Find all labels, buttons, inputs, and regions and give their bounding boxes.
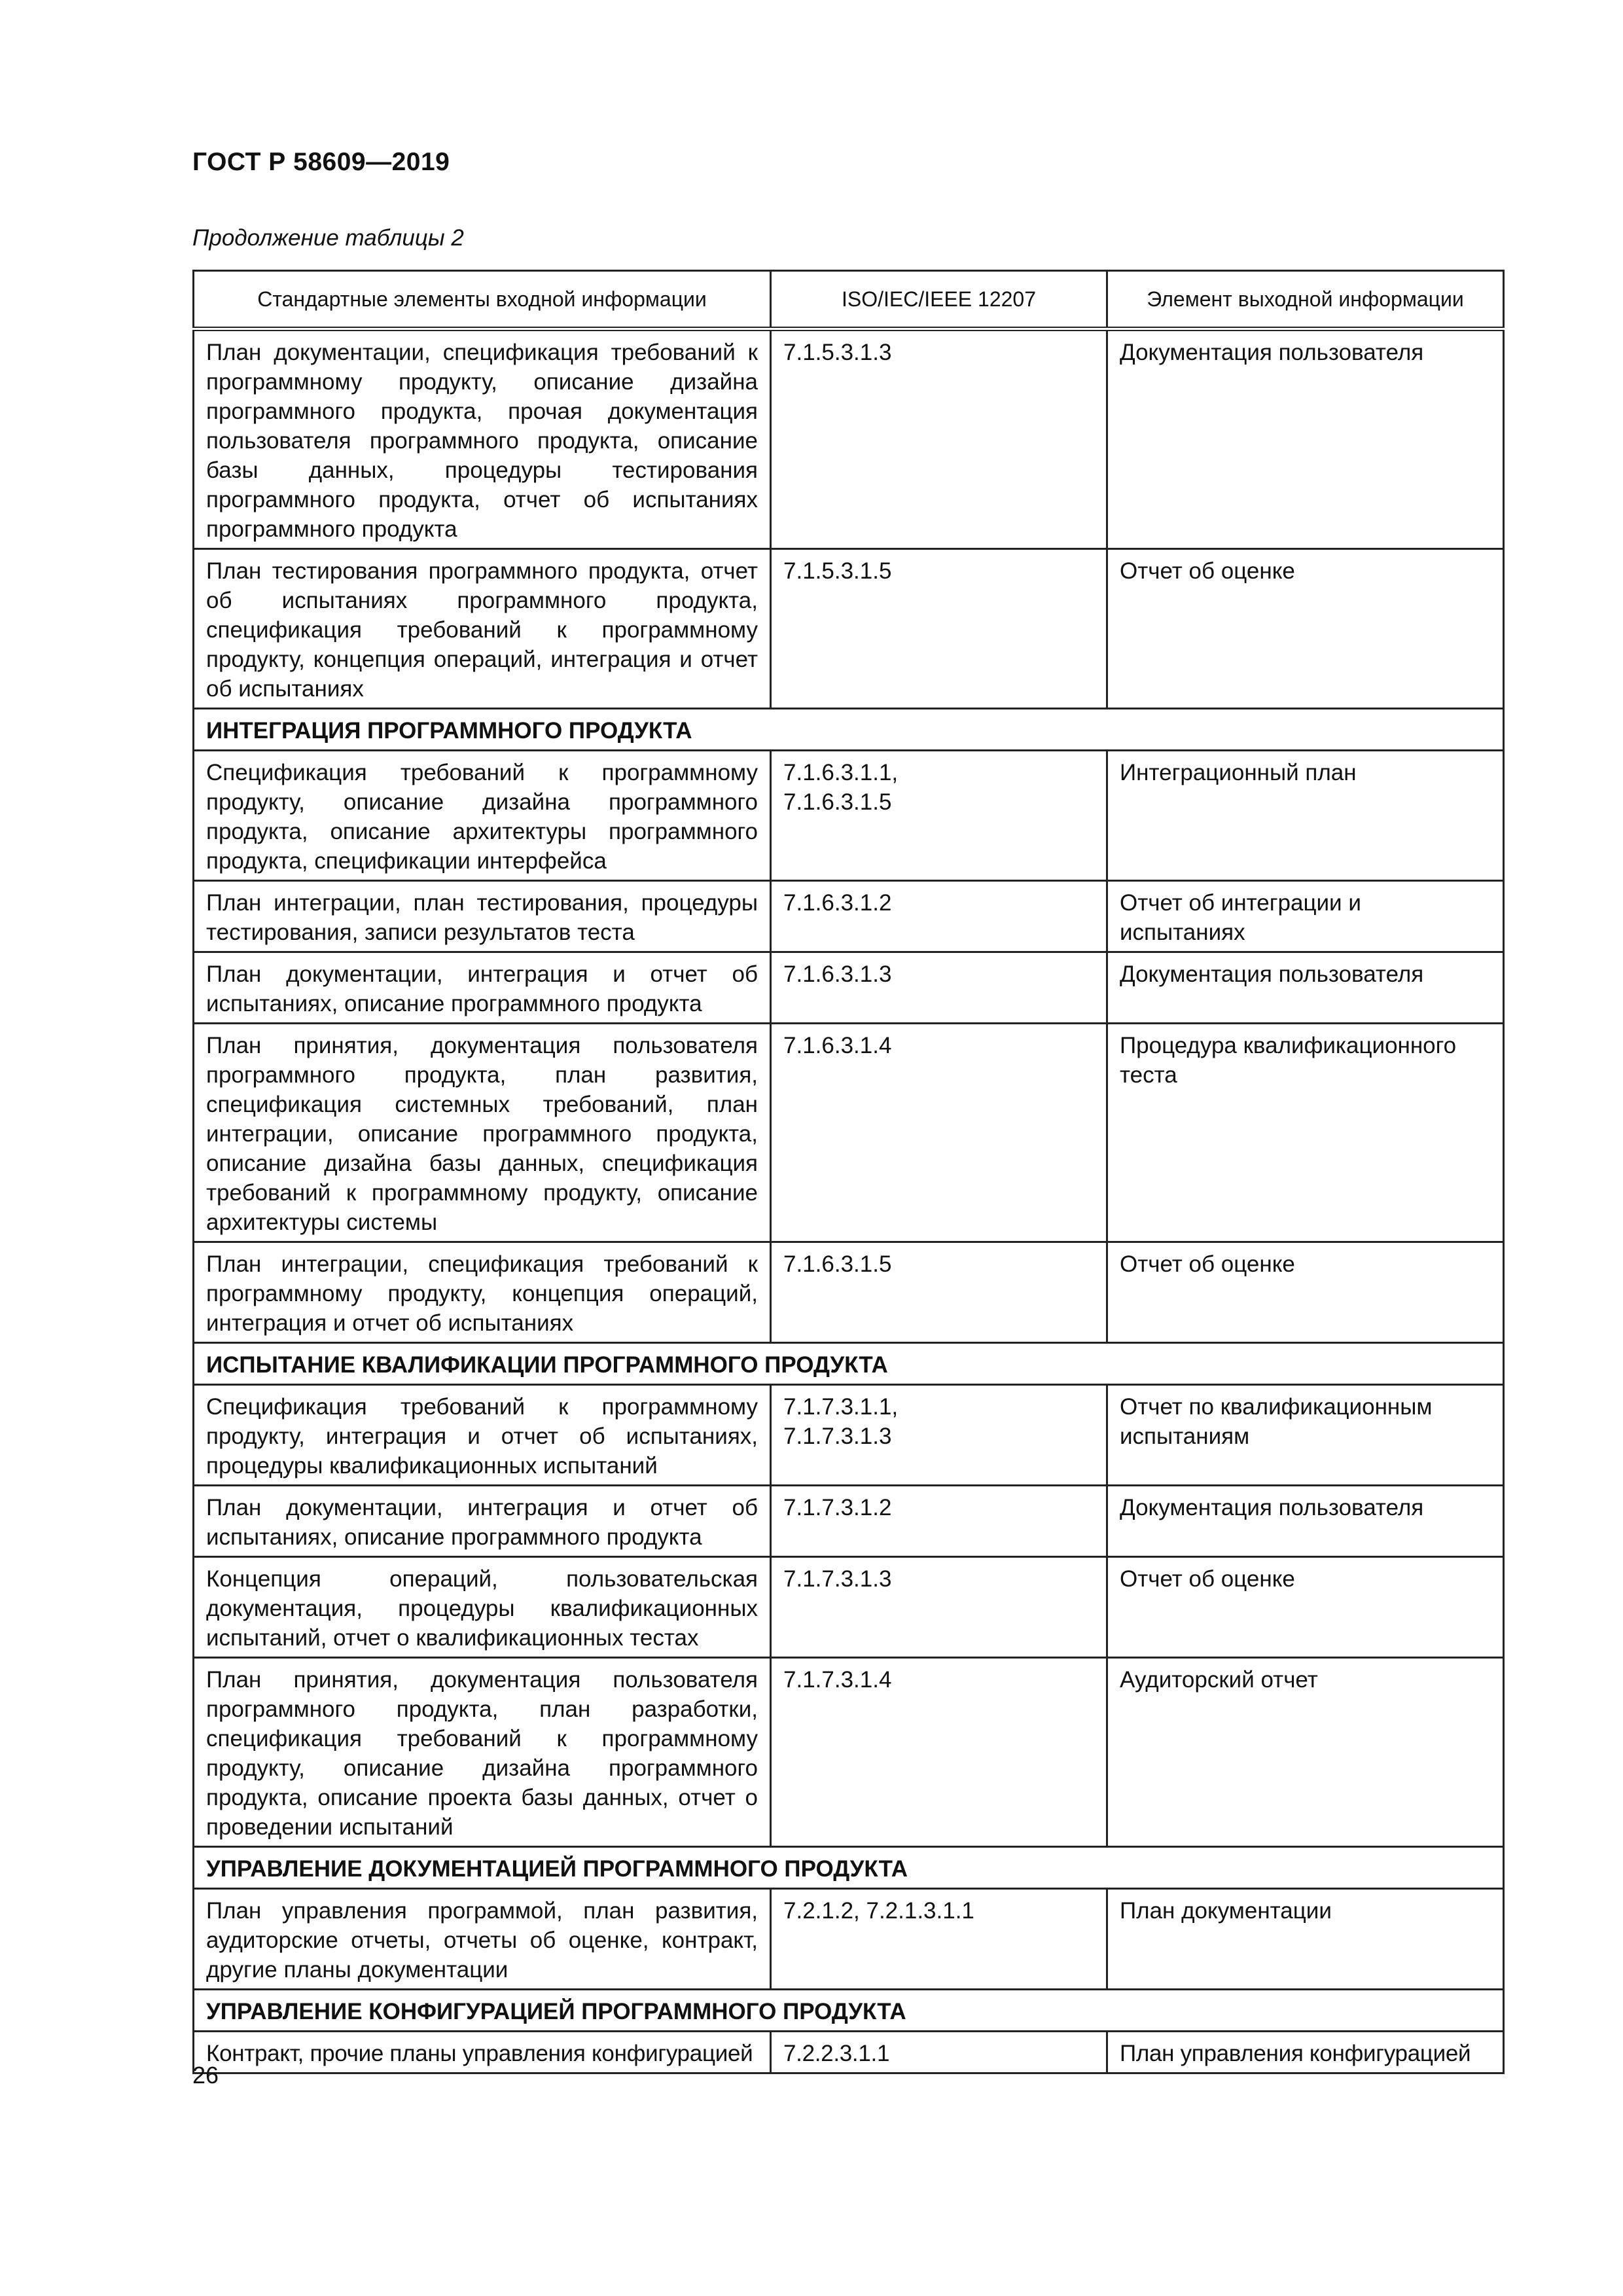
standard-reference-cell: 7.1.6.3.1.4: [771, 1024, 1107, 1242]
standard-reference-cell: 7.1.6.3.1.1, 7.1.6.3.1.5: [771, 751, 1107, 881]
input-elements-cell: План управления программой, план развития, аудиторские отчеты, отчеты об оценке, контракт, другие планы документации: [194, 1889, 771, 1990]
table-row: [194, 881, 1504, 952]
standard-reference-cell: 7.1.7.3.1.1, 7.1.7.3.1.3: [771, 1385, 1107, 1486]
output-element-cell: Процедура квалификационного теста: [1107, 1024, 1504, 1242]
table-header: [194, 271, 1504, 329]
table-caption: Продолжение таблицы 2: [192, 225, 464, 251]
output-element-cell: Отчет об оценке: [1107, 549, 1504, 709]
output-element-cell: План управления конфигурацией: [1107, 2032, 1504, 2073]
page-number: 26: [192, 2062, 219, 2089]
mapping-table: [192, 270, 1505, 2074]
table-row: [194, 751, 1504, 881]
table-row: [194, 329, 1504, 549]
section-row: [194, 709, 1504, 751]
table-row: [194, 1242, 1504, 1343]
table-body: [194, 329, 1504, 2073]
table-row: [194, 1486, 1504, 1557]
standard-reference-cell: 7.1.6.3.1.5: [771, 1242, 1107, 1343]
table-row: [194, 952, 1504, 1024]
table-row: [194, 1658, 1504, 1847]
output-element-cell: Отчет по квалификационным испытаниям: [1107, 1385, 1504, 1486]
table-row: [194, 1024, 1504, 1242]
table-row: [194, 549, 1504, 709]
standard-reference-cell: 7.1.6.3.1.3: [771, 952, 1107, 1024]
output-element-cell: Аудиторский отчет: [1107, 1658, 1504, 1847]
standard-reference-cell: 7.1.5.3.1.5: [771, 549, 1107, 709]
standard-reference-cell: 7.2.2.3.1.1: [771, 2032, 1107, 2073]
standard-reference-cell: 7.1.7.3.1.2: [771, 1486, 1107, 1557]
output-element-cell: Документация пользователя: [1107, 1486, 1504, 1557]
section-row: [194, 1343, 1504, 1385]
standard-reference-cell: 7.1.6.3.1.2: [771, 881, 1107, 952]
output-element-cell: Отчет об интеграции и испытаниях: [1107, 881, 1504, 952]
input-elements-cell: План тестирования программного продукта, отчет об испытаниях программного продукта, спецификация требований к программному продукту, концепция операций, интеграция и отчет об испытаниях: [194, 549, 771, 709]
column-header-standard: ISO/IEC/IEEE 12207: [771, 271, 1107, 329]
table-row: [194, 1889, 1504, 1990]
input-elements-cell: Контракт, прочие планы управления конфигурацией: [194, 2032, 771, 2073]
section-row: [194, 1990, 1504, 2032]
input-elements-cell: Концепция операций, пользовательская документация, процедуры квалификационных испытаний, отчет о квалификационных тестах: [194, 1557, 771, 1658]
section-title: ИНТЕГРАЦИЯ ПРОГРАММНОГО ПРОДУКТА: [194, 709, 1504, 751]
standard-reference-cell: 7.1.7.3.1.4: [771, 1658, 1107, 1847]
input-elements-cell: План документации, интеграция и отчет об испытаниях, описание программного продукта: [194, 952, 771, 1024]
standard-reference-cell: 7.1.5.3.1.3: [771, 329, 1107, 549]
table-row: [194, 2032, 1504, 2073]
section-title: УПРАВЛЕНИЕ КОНФИГУРАЦИЕЙ ПРОГРАММНОГО ПРОДУКТА: [194, 1990, 1504, 2032]
input-elements-cell: План документации, спецификация требований к программному продукту, описание дизайна программного продукта, прочая документация пользователя программного продукта, описание базы данных, процедуры тестирования программного продукта, отчет об испытаниях программного продукта: [194, 329, 771, 549]
standard-reference-cell: 7.2.1.2, 7.2.1.3.1.1: [771, 1889, 1107, 1990]
section-row: [194, 1847, 1504, 1889]
section-title: УПРАВЛЕНИЕ ДОКУМЕНТАЦИЕЙ ПРОГРАММНОГО ПРОДУКТА: [194, 1847, 1504, 1889]
input-elements-cell: План интеграции, план тестирования, процедуры тестирования, записи результатов теста: [194, 881, 771, 952]
table-row: [194, 1385, 1504, 1486]
document-id: ГОСТ Р 58609—2019: [192, 148, 450, 176]
input-elements-cell: Спецификация требований к программному продукту, описание дизайна программного продукта, описание архитектуры программного продукта, спецификации интерфейса: [194, 751, 771, 881]
table-row: [194, 1557, 1504, 1658]
input-elements-cell: План принятия, документация пользователя программного продукта, план развития, спецификация системных требований, план интеграции, описание программного продукта, описание дизайна базы данных, спецификация требований к программному продукту, описание архитектуры системы: [194, 1024, 771, 1242]
standard-reference-cell: 7.1.7.3.1.3: [771, 1557, 1107, 1658]
input-elements-cell: Спецификация требований к программному продукту, интеграция и отчет об испытаниях, процедуры квалификационных испытаний: [194, 1385, 771, 1486]
column-header-output: Элемент выходной информации: [1107, 271, 1504, 329]
output-element-cell: Документация пользователя: [1107, 952, 1504, 1024]
output-element-cell: Отчет об оценке: [1107, 1557, 1504, 1658]
output-element-cell: План документации: [1107, 1889, 1504, 1990]
output-element-cell: Отчет об оценке: [1107, 1242, 1504, 1343]
output-element-cell: Интеграционный план: [1107, 751, 1504, 881]
input-elements-cell: План интеграции, спецификация требований к программному продукту, концепция операций, интеграция и отчет об испытаниях: [194, 1242, 771, 1343]
input-elements-cell: План документации, интеграция и отчет об испытаниях, описание программного продукта: [194, 1486, 771, 1557]
section-title: ИСПЫТАНИЕ КВАЛИФИКАЦИИ ПРОГРАММНОГО ПРОДУКТА: [194, 1343, 1504, 1385]
column-header-input: Стандартные элементы входной информации: [194, 271, 771, 329]
output-element-cell: Документация пользователя: [1107, 329, 1504, 549]
input-elements-cell: План принятия, документация пользователя программного продукта, план разработки, спецификация требований к программному продукту, описание дизайна программного продукта, описание проекта базы данных, отчет о проведении испытаний: [194, 1658, 771, 1847]
